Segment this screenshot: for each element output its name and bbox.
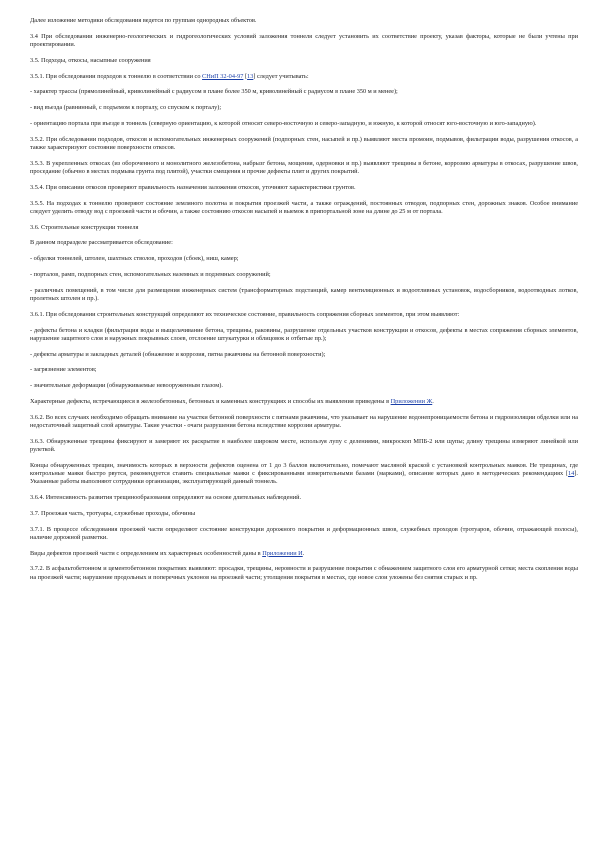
paragraph-defects-ref: [30, 398, 578, 406]
paragraph-3-7-2: 3.7.2. В асфальтобетонном и цементобетонном покрытиях выявляют: просадки, трещины, неровности и разрушение покрытия с обнажением защитного слоя его арматурной сетки; места скопления воды на проезжей части; нарушение продольных и поперечных уклонов на проезжей части; утолщения покрытия в местах, где новое слои уложены без снятия старых и пр.: [30, 565, 578, 581]
paragraph-text: .: [432, 397, 434, 405]
paragraph-text: Характерные дефекты, встречающиеся в железобетонных, бетонных и каменных конструкциях и способы их выявления приведены в: [30, 397, 391, 405]
section-heading-3-6: 3.6. Строительные конструкции тоннеля: [30, 223, 139, 231]
appendix-zh-link[interactable]: Приложении Ж: [390, 397, 433, 405]
paragraph-crack-ends: [30, 462, 578, 487]
paragraph-3-6-1: 3.6.1. При обследовании строительных конструкций определяют их техническое состояние, правильность сопряжения сборных элементов, при этом выявляют:: [30, 310, 460, 318]
list-item-portaly: - порталов, рамп, подпорных стен, вспомогательных наземных и подземных сооружений;: [30, 270, 271, 278]
list-item-vezd: - вид въезда (равнинный, с подъемом к порталу, со спуском к порталу);: [30, 104, 222, 112]
paragraph-text: ] следует учитывать:: [253, 72, 309, 80]
section-heading-3-7: 3.7. Проезжая часть, тротуары, служебные проходы, обочины: [30, 509, 196, 517]
paragraph-3-5-2: 3.5.2. При обследовании подходов, откосов и вспомогательных инженерных сооружений (подпорных стен, насыпей и пр.) выявляют места промоин, подмывов, фильтрации воды, разрушения откосов, а также характеризуют состояние поверхности откосов.: [30, 135, 578, 151]
paragraph-text: Концы обнаруженных трещин, значимость которых в верхности дефектов оценена от 1 до 3 баллов включительно, помечают масляной краской с установкой контрольных маяков. Не трещинах, где контрольные маяки быстро рвутся, рекомендуется ставить специальные маяки с фиксированными измерительными базами (марками), описание которых дано в методических рекомендациях [: [30, 461, 578, 477]
list-item-deformatsii: - значительные деформации (обнаруживаемые невооруженным глазом).: [30, 382, 223, 390]
paragraph-text: .: [302, 549, 305, 557]
snip-link[interactable]: СНиП 32-04-97: [202, 72, 244, 80]
paragraph-3-5-4: 3.5.4. При описании откосов проверяют правильность назначения заложения откосов, уточняют характеристики грунтов.: [30, 183, 356, 191]
reference-14-link[interactable]: 14: [568, 469, 575, 477]
section-heading-3-5: 3.5. Подходы, откосы, насыпные сооружения: [30, 56, 151, 64]
paragraph-scope: В данном подразделе рассматривается обследование:: [30, 239, 173, 247]
list-item-zagryaznenie: - загрязнение элементов;: [30, 366, 97, 374]
paragraph-3-7-1: 3.7.1. В процессе обследования проезжей части определяют состояние конструкции дорожного покрытия и деформационных швов, служебных проходов (тротуаров, обочин, отражающей полосы), наличие дорожной разметки.: [30, 525, 578, 541]
list-item-obdelki: - обделки тоннелей, штолен, шахтных стволов, проходов (сбоек), ниш, камер;: [30, 255, 239, 263]
paragraph-3-5-5: 3.5.5. На подходах к тоннелю проверяют состояние земляного полотна и покрытия проезжей части, а также ограждений, постоянных отводов, подпорных стен, дорожных знаков. Особое внимание следует уделить отводу вод с проезжей части и обочин, а также состоянию откосов насыпей и выемок в припортальной зоне на длине до 25 м от портала.: [30, 199, 578, 215]
document-page: [30, 17, 578, 589]
list-item-defekty-armatury: - дефекты арматуры и закладных деталей (обнажение и коррозия, пятна ржавчины на бетонной поверхности);: [30, 350, 326, 358]
paragraph-text: [: [243, 72, 248, 80]
paragraph-defect-types: [30, 550, 578, 558]
appendix-i-link[interactable]: Приложении И: [262, 549, 303, 557]
paragraph-3-6-2: 3.6.2. Во всех случаях необходимо обращать внимание на участки бетонной поверхности с пятнами ржавчины, что указывает на нарушение водонепроницаемости бетона и гидроизоляции обделки или на недостаточный защитный слой арматуры. Такие участки - очаги разрушения бетона вследствие коррозии арматуры.: [30, 413, 578, 429]
list-item-portal: - ориентацию портала при въезде в тоннель (северную ориентацию, к которой относят северо-восточную и северо-западную, и южную, к которой относят юго-восточную и юго-западную).: [30, 119, 537, 127]
list-item-defekty-betona: - дефекты бетона и кладки (фильтрация воды и выщелачивание бетона, трещины, раковины, разрушение отдельных участков конструкции и откосов, дефекты в местах сопряжения сборных элементов, нарушение защитного слоя и наружных покрывных слоев, отслоение штукатурки и облицовок и отбитые пр.);: [30, 326, 578, 342]
reference-13-link[interactable]: 13: [247, 72, 254, 80]
paragraph-text: ]. Указанные работы выполняют сотрудники организации, эксплуатирующей данный тоннель.: [30, 469, 578, 486]
paragraph-text: 3.5.1. При обследовании подходов к тоннелю в соответствии со: [30, 72, 203, 80]
list-item-pomeshcheniya: - различных помещений, в том числе для размещения инженерных систем (трансформаторных подстанций, камер вентиляционных и водоотливных установок, водосборников, водоотводных лотков, пролетных штолен и пр.).: [30, 286, 578, 302]
paragraph-3-6-4: 3.6.4. Интенсивность развития трещинообразования определяют на основе длительных наблюдений.: [30, 493, 302, 501]
paragraph-3-5-3: 3.5.3. В укрепленных откосах (из обороченного и монолитного железобетона, набрызг бетона, мощения, одерновки и пр.) выявляют трещины в бетоне, коррозию арматуры в откосах, разрушение швов, проседание (обычно в местах подмыва грунта под плитой), участки смещения и прочие дефекты плит и других покрытий.: [30, 159, 578, 175]
paragraph-3-5-1: [30, 73, 578, 81]
paragraph-3-6-3: 3.6.3. Обнаруженные трещины фиксируют и замеряют их раскрытие в наиболее широком месте, используя лупу с делениями, микроскоп МПБ-2 или щупы; длину трещины измеряют линейкой или рулеткой.: [30, 437, 578, 453]
paragraph-text: Виды дефектов проезжей части с определением их характерных особенностей даны в: [30, 549, 263, 557]
paragraph-3-4: 3.4 При обследовании инженерно-геологических и гидрогеологических условий заложения тоннеля следует установить их соответствие проекту, указав факторы, которые не были учтены при проектировании.: [30, 32, 578, 48]
intro-paragraph: Далее изложение методики обследования ведется по группам однородных объектов.: [30, 17, 257, 24]
list-item-trassa: - характер трассы (прямолинейный, криволинейный с радиусом в плане более 350 м, криволинейный с радиусом в плане 350 м и менее);: [30, 88, 398, 96]
